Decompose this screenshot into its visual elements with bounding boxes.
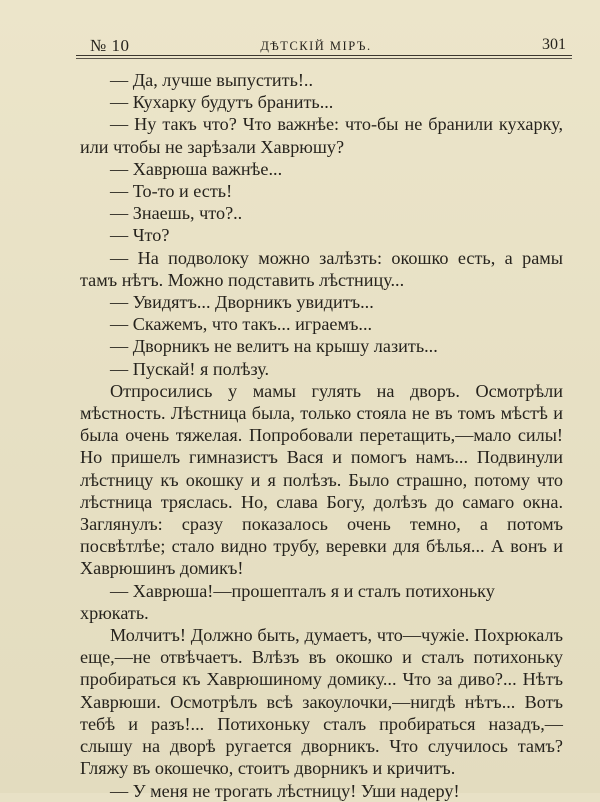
header-rule-thin xyxy=(76,58,572,59)
paragraph: — Увидятъ... Дворникъ увидитъ... xyxy=(110,292,374,313)
paragraph: — На подволоку можно залѣзть: окошко есть, а рамы тамъ нѣтъ. Можно подставить лѣстницу... xyxy=(80,247,563,290)
paragraph: — Кухарку будутъ бранить... xyxy=(110,92,334,113)
paragraph: — Что? xyxy=(110,225,170,246)
journal-title: ДѢТСКІЙ МІРЪ. xyxy=(260,39,372,53)
paragraph: — Знаешь, что?.. xyxy=(110,203,243,224)
paragraph: — Дворникъ не велитъ на крышу лазить... xyxy=(110,336,438,357)
header-rule xyxy=(76,55,572,56)
paragraph: — Хаврюша!—прошепталъ я и сталъ потихоньку хрюкать. xyxy=(80,580,495,623)
paragraph: — То-то и есть! xyxy=(110,181,233,202)
running-header xyxy=(76,34,572,56)
paragraph: — Скажемъ, что такъ... играемъ... xyxy=(110,314,373,335)
text-body xyxy=(80,69,563,802)
paragraph: Молчитъ! Должно быть, думаетъ, что—чужіе. Похрюкалъ еще,—не отвѣчаетъ. Влѣзъ въ окошко и сталъ потихоньку пробираться къ Хаврюшиному домику... Что за диво?... Нѣтъ Хаврюши. Осмотрѣлъ всѣ закоулочки,—нигдѣ нѣтъ... Вотъ тебѣ и разъ!... Потихоньку сталъ пробираться назадъ,—слышу на дворѣ ругается дворникъ. Что случилось тамъ? Гляжу въ окошечко, стоитъ дворникъ и кричитъ. xyxy=(80,625,563,779)
issue-number: № 10 xyxy=(90,36,130,55)
page-number: 301 xyxy=(542,36,566,53)
paragraph: — У меня не трогать лѣстницу! Уши надеру! xyxy=(110,780,460,801)
paragraph: — Ну такъ что? Что важнѣе: что-бы не бранили кухарку, или чтобы не зарѣзали Хаврюшу? xyxy=(80,114,563,157)
paragraph: — Да, лучше выпустить!.. xyxy=(110,70,314,90)
paragraph: — Хаврюша важнѣе... xyxy=(110,158,283,179)
paragraph: Отпросились у мамы гулять на дворъ. Осмотрѣли мѣстность. Лѣстница была, только стояла не въ томъ мѣстѣ и была очень тяжелая. Попробовали перетащить,—мало силы! Но пришелъ гимназистъ Вася и помогъ намъ... Подвинули лѣстницу къ окошку и я полѣзъ. Было страшно, потому что лѣстница тряслась. Но, слава Богу, долѣзъ до самаго окна. Заглянулъ: сразу показалось очень темно, а потомъ посвѣтлѣе; стало видно трубу, веревки для бѣлья... А вонъ и Хаврюшинъ домикъ! xyxy=(80,380,563,579)
paragraph: — Пускай! я полѣзу. xyxy=(110,358,270,379)
